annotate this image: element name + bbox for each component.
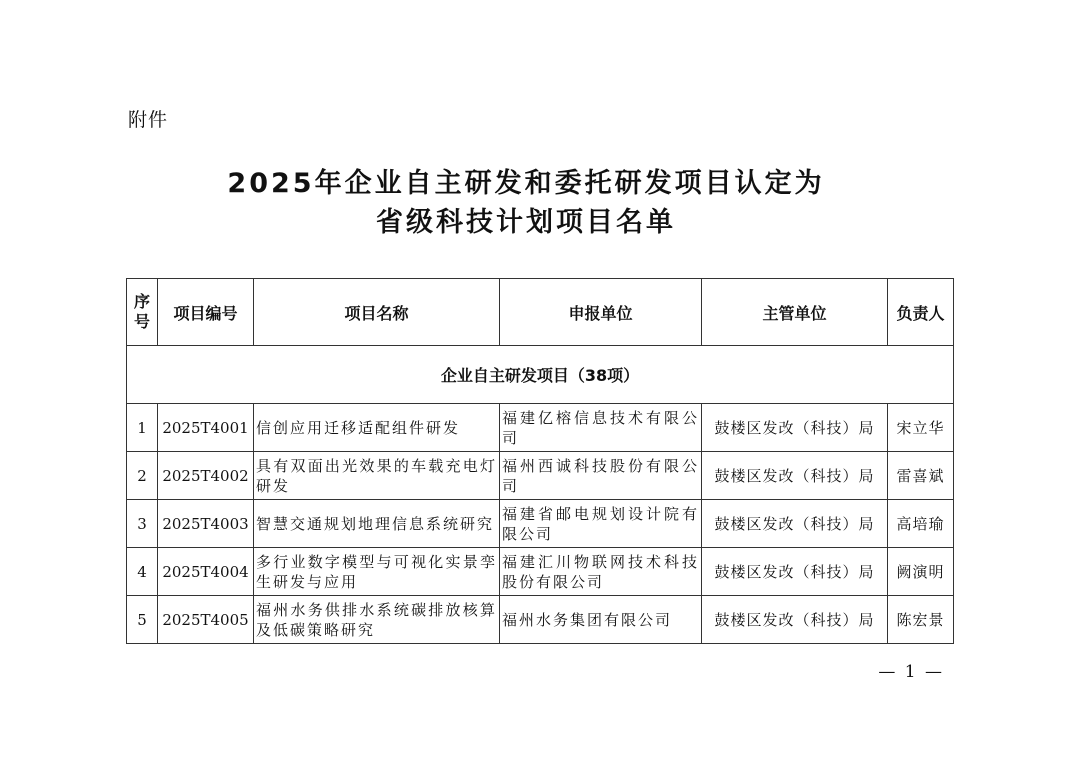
table-row	[127, 548, 954, 596]
header-person: 负责人	[888, 279, 954, 346]
cell-name: 多行业数字模型与可视化实景孪生研发与应用	[254, 548, 500, 596]
section-title: 企业自主研发项目（38项）	[127, 346, 954, 404]
header-seq: 序号	[127, 279, 158, 346]
cell-unit: 福州西诚科技股份有限公司	[500, 452, 702, 500]
cell-person: 宋立华	[888, 404, 954, 452]
cell-seq: 4	[127, 548, 158, 596]
section-row	[127, 346, 954, 404]
cell-dept: 鼓楼区发改（科技）局	[702, 500, 888, 548]
cell-seq: 1	[127, 404, 158, 452]
table-header-row	[127, 279, 954, 346]
attachment-label: 附件	[128, 109, 169, 131]
cell-name: 具有双面出光效果的车载充电灯研发	[254, 452, 500, 500]
cell-name: 福州水务供排水系统碳排放核算及低碳策略研究	[254, 596, 500, 644]
cell-unit: 福建省邮电规划设计院有限公司	[500, 500, 702, 548]
cell-seq: 5	[127, 596, 158, 644]
table-row	[127, 452, 954, 500]
header-dept: 主管单位	[702, 279, 888, 346]
table-row	[127, 404, 954, 452]
cell-seq: 2	[127, 452, 158, 500]
document-title-line-1: 2025年企业自主研发和委托研发项目认定为	[227, 168, 825, 199]
cell-name: 智慧交通规划地理信息系统研究	[254, 500, 500, 548]
page-number: — 1 —	[878, 662, 944, 682]
cell-person: 高培瑜	[888, 500, 954, 548]
cell-code: 2025T4003	[158, 500, 254, 548]
cell-name: 信创应用迁移适配组件研发	[254, 404, 500, 452]
cell-unit: 福建亿榕信息技术有限公司	[500, 404, 702, 452]
table-row	[127, 596, 954, 644]
header-name: 项目名称	[254, 279, 500, 346]
cell-person: 雷喜斌	[888, 452, 954, 500]
header-unit: 申报单位	[500, 279, 702, 346]
header-code: 项目编号	[158, 279, 254, 346]
cell-unit: 福州水务集团有限公司	[500, 596, 702, 644]
project-list-table	[126, 278, 954, 644]
cell-dept: 鼓楼区发改（科技）局	[702, 548, 888, 596]
cell-unit: 福建汇川物联网技术科技股份有限公司	[500, 548, 702, 596]
cell-person: 陈宏景	[888, 596, 954, 644]
cell-code: 2025T4004	[158, 548, 254, 596]
cell-seq: 3	[127, 500, 158, 548]
cell-dept: 鼓楼区发改（科技）局	[702, 596, 888, 644]
document-title-line-2: 省级科技计划项目名单	[376, 207, 676, 238]
cell-code: 2025T4005	[158, 596, 254, 644]
cell-code: 2025T4002	[158, 452, 254, 500]
cell-dept: 鼓楼区发改（科技）局	[702, 452, 888, 500]
cell-person: 阙演明	[888, 548, 954, 596]
table-row	[127, 500, 954, 548]
cell-code: 2025T4001	[158, 404, 254, 452]
cell-dept: 鼓楼区发改（科技）局	[702, 404, 888, 452]
